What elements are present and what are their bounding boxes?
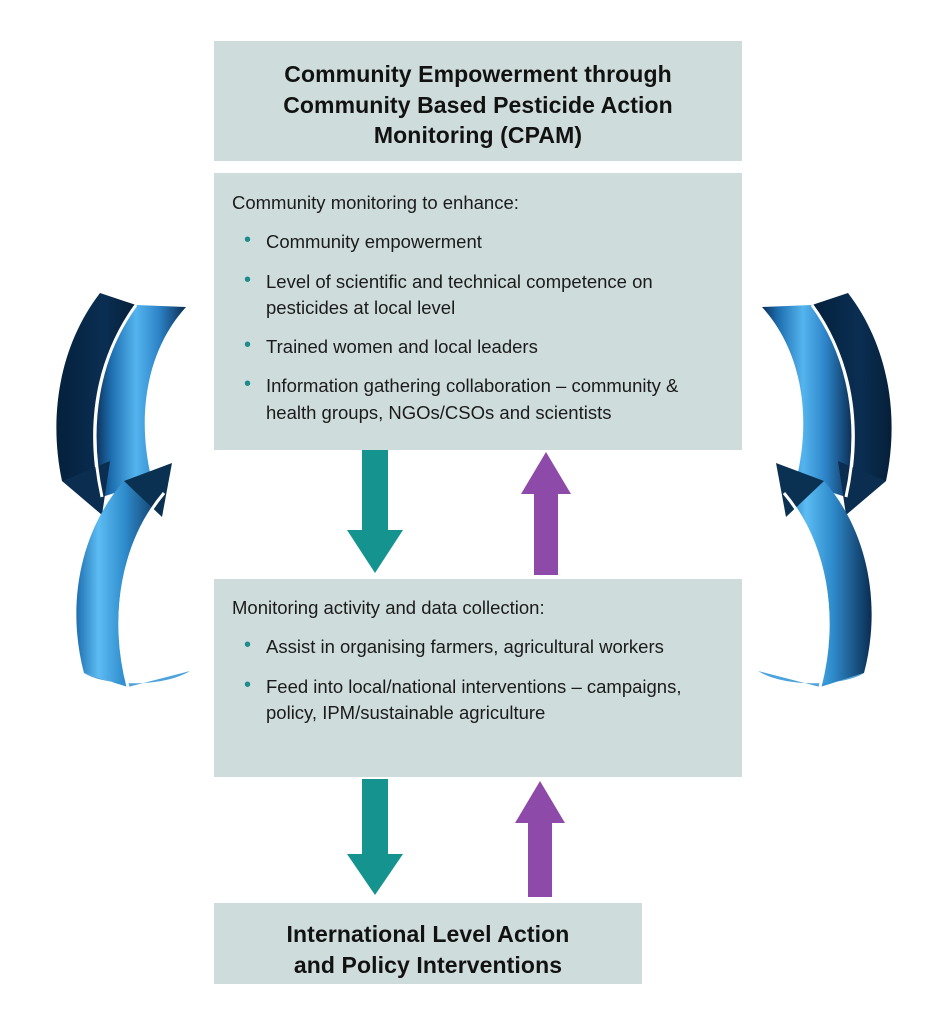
monitoring-activity-lead: Monitoring activity and data collection:	[232, 597, 545, 618]
international-line-2: and Policy Interventions	[293, 951, 563, 978]
community-monitoring-box	[214, 173, 742, 450]
down-arrow-teal-icon-lower	[345, 779, 405, 897]
title-line-1: Community Empowerment through	[284, 61, 672, 87]
community-monitoring-bullets	[232, 229, 724, 426]
up-arrow-purple-icon-upper	[519, 450, 573, 575]
up-arrow-purple-icon-lower	[513, 779, 567, 897]
international-action-box	[214, 903, 642, 984]
list-item: • Information gathering collaboration – community & health groups, NGOs/CSOs and scientists	[232, 373, 724, 426]
international-line-1: International Level Action	[286, 921, 570, 947]
title-line-3: Monitoring (CPAM)	[373, 122, 583, 149]
curved-cycle-arrow-right-icon	[738, 285, 908, 695]
down-arrow-teal-icon-upper	[345, 450, 405, 575]
list-item: • Community empowerment	[232, 229, 724, 255]
curved-cycle-arrow-left-icon	[40, 285, 210, 695]
monitoring-activity-box	[214, 579, 742, 777]
list-item: • Assist in organising farmers, agricultural workers	[232, 634, 724, 660]
list-item: • Level of scientific and technical competence on pesticides at local level	[232, 269, 724, 322]
community-monitoring-lead: Community monitoring to enhance:	[232, 192, 519, 213]
list-item: • Trained women and local leaders	[232, 334, 724, 360]
title-box	[214, 41, 742, 161]
list-item: • Feed into local/national interventions – campaigns, policy, IPM/sustainable agriculture	[232, 674, 724, 727]
monitoring-activity-bullets	[232, 634, 724, 726]
title-line-2: Community Based Pesticide Action	[283, 91, 673, 118]
